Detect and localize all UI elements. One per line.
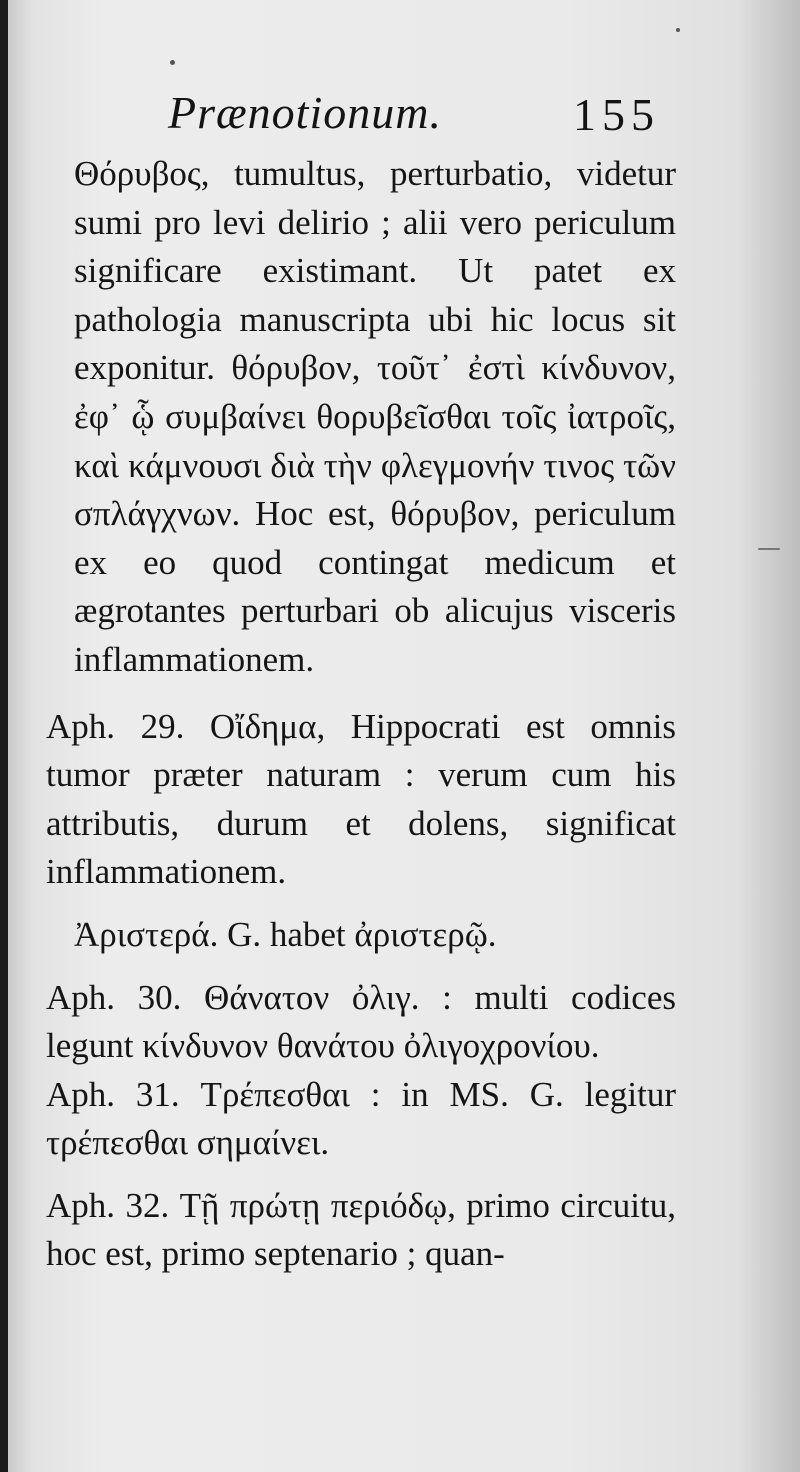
paragraph-aph-30: Aph. 30. Θάνατον ὀλιγ. : multi codices legunt κίνδυνον θανάτου ὀλιγοχρονίου. — [46, 977, 676, 1066]
ink-speck — [170, 60, 175, 65]
paragraph-aph-32: Aph. 32. Τῇ πρώτῃ περιόδῳ, primo circuitu, hoc est, primo septenario ; quan- — [46, 1185, 676, 1274]
ink-speck — [758, 548, 780, 550]
page-header — [8, 78, 800, 148]
paragraph-aristera: Ἀριστερά. G. habet ἀριστερῷ. — [74, 914, 497, 954]
body-text — [46, 150, 676, 1279]
running-title: Prænotionum. — [168, 87, 442, 138]
page-number: 155 — [573, 89, 660, 140]
paragraph-aph-31: Aph. 31. Τρέπεσθαι : in MS. G. legitur τρέπεσθαι σημαίνει. — [46, 1074, 676, 1163]
ink-speck — [676, 28, 680, 32]
paragraph-thorybos: Θόρυβος, tumultus, perturbatio, videtur sumi pro levi delirio ; alii vero periculum significare existimant. Ut patet ex pathologia manuscripta ubi hic locus sit exponitur. θόρυβον, τοῦτ᾽ ἐστὶ κίνδυνον, ἐφ᾽ ᾧ συμβαίνει θορυβεῖσθαι τοῖς ἰατροῖς, καὶ κάμνουσι διὰ τὴν φλεγμονήν τινος τῶν σπλάγχνων. Hoc est, θόρυβον, periculum ex eo quod contingat medicum et ægrotantes perturbari ob alicujus visceris inflammationem. — [74, 154, 676, 679]
book-page — [8, 0, 800, 1472]
paragraph-aph-29: Aph. 29. Οἴδημα, Hippocrati est omnis tumor præter naturam : verum cum his attributis, durum et dolens, significat inflammationem. — [46, 706, 676, 892]
